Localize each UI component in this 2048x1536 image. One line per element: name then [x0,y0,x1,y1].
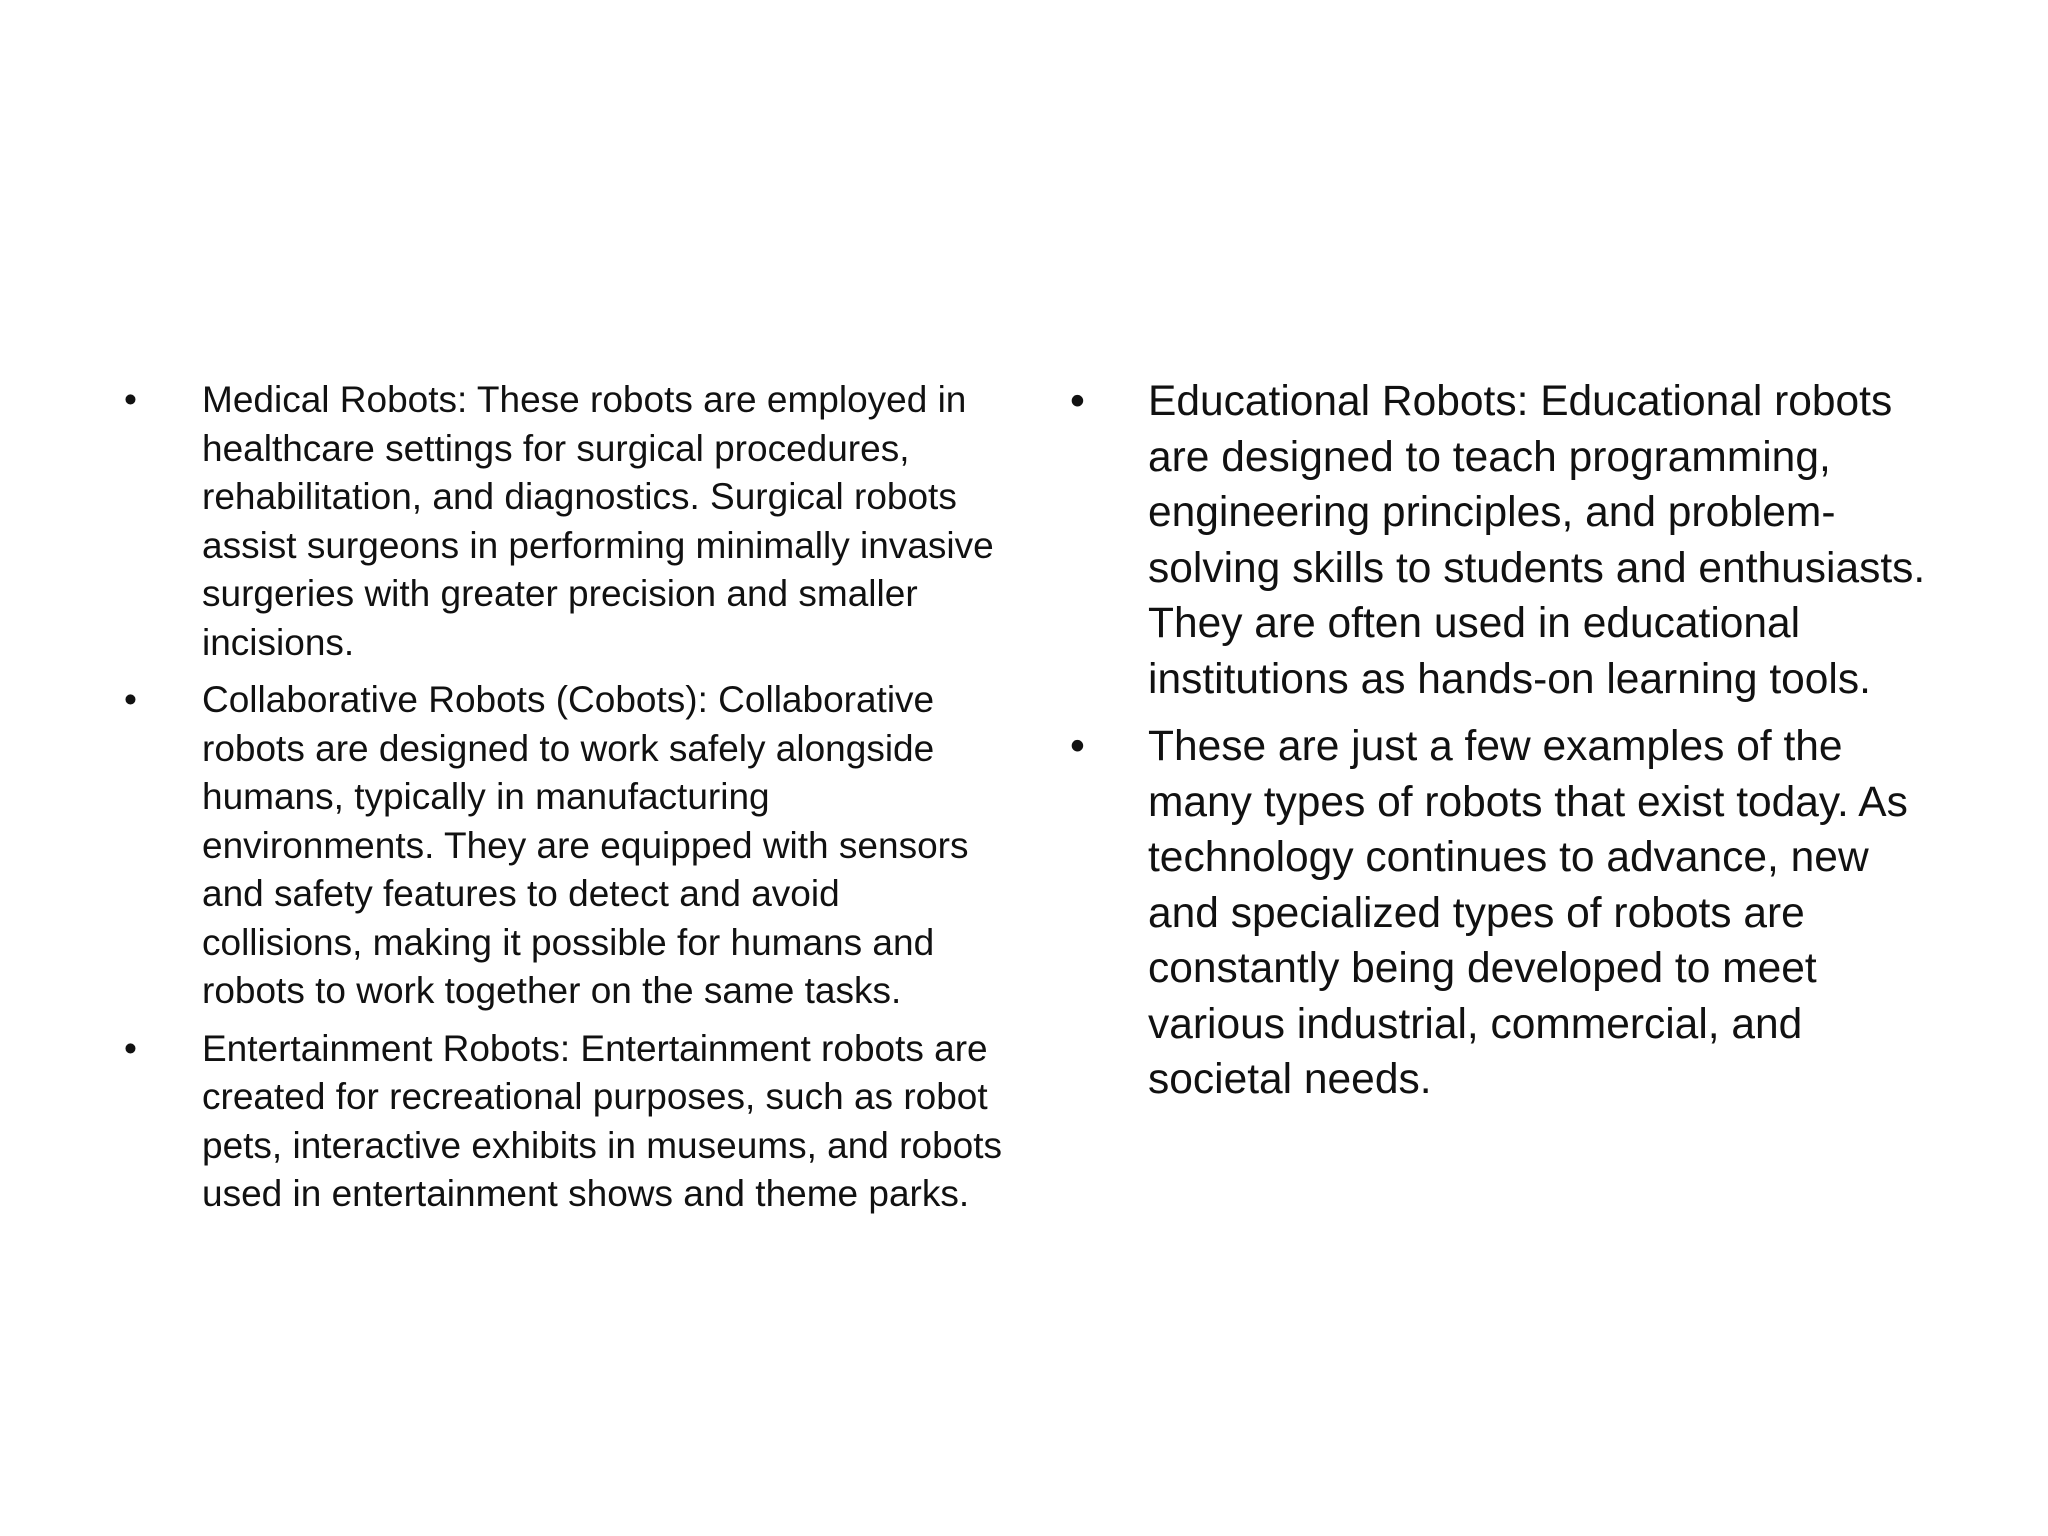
right-bullet-list [1064,374,1944,1120]
bullet-text: Medical Robots: These robots are employed in healthcare settings for surgical procedures, rehabilitation, and diagnostics. Surgical robots assist surgeons in performing minimally invasive surgeries with greater precision and smaller incisions. [202,379,994,663]
bullet-item-summary [1064,719,1944,1108]
bullet-text: Entertainment Robots: Entertainment robots are created for recreational purposes, such as robot pets, interactive exhibits in museums, and robots used in entertainment shows and theme parks. [202,1027,1002,1214]
bullet-item-educational-robots [1064,374,1944,707]
bullet-dot-icon: • [124,1027,137,1069]
bullet-item-medical-robots [120,376,1010,667]
bullet-item-entertainment-robots [120,1025,1010,1219]
bullet-dot-icon: • [1070,723,1085,770]
bullet-dot-icon: • [124,679,137,720]
bullet-text: Educational Robots: Educational robots are designed to teach programming, engineering principles, and problem-solving skills to students and enthusiasts. They are often used in educational institutions as hands-on learning tools. [1148,378,1926,703]
left-bullet-list [120,376,1010,1228]
bullet-text: These are just a few examples of the many types of robots that exist today. As technology continues to advance, new and specialized types of robots are constantly being developed to meet various industrial, commercial, and societal needs. [1148,723,1908,1103]
bullet-text: Collaborative Robots (Cobots): Collaborative robots are designed to work safely alongside humans, typically in manufacturing environments. They are equipped with sensors and safety features to detect and avoid collisions, making it possible for humans and robots to work together on the same tasks. [202,679,969,1011]
bullet-dot-icon: • [1070,378,1085,425]
bullet-dot-icon: • [124,379,137,420]
bullet-item-collaborative-robots [120,676,1010,1016]
